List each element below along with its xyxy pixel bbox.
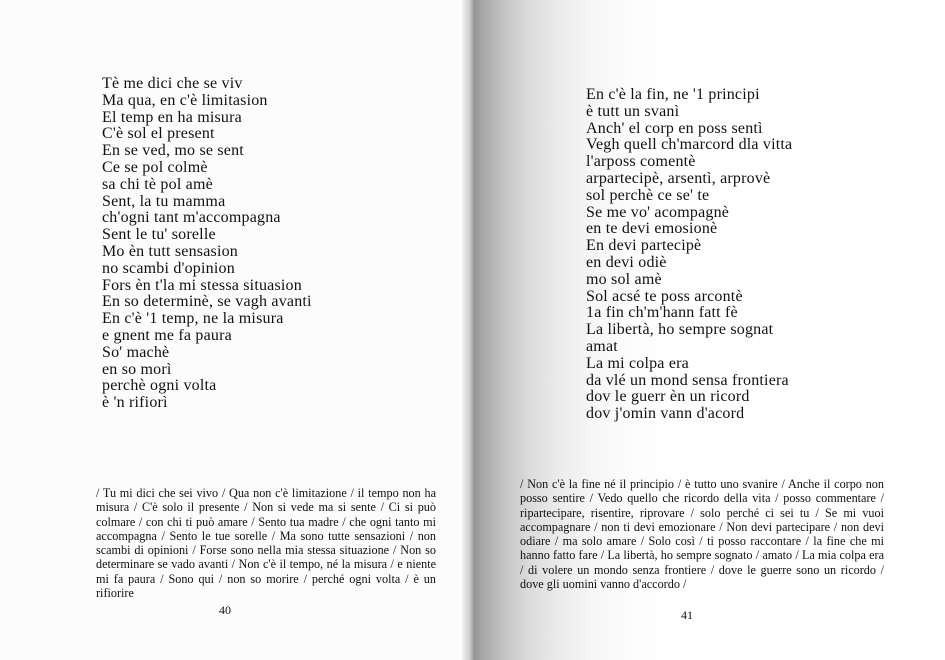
poem-line: dov le guerr èn un ricord bbox=[586, 388, 750, 406]
poem-line: Sent le tu' sorelle bbox=[102, 226, 216, 244]
page-number-left: 40 bbox=[219, 603, 231, 617]
poem-line: ch'ogni tant m'accompagna bbox=[102, 209, 281, 227]
poem-line: Anch' el corp en poss sentì bbox=[586, 119, 763, 137]
italian-translation-left: / Tu mi dici che sei vivo / Qua non c'è limitazione / il tempo non ha misura / C'è solo il presente / Non si vede ma si sente / Ci si può colmare / con chi ti può amare / Sento tua madre / che ogni tanto mi accompagna / Sento le tue sorelle / Ma sono tutte sensazioni / non scambi di opinioni / Forse sono nella mia stessa situazione / Non so determinare se vado avanti / Non c'è il tempo, né la misura / e niente mi fa paura / Sono qui / non so morire / perché ogni volta / è un rifiorire bbox=[96, 486, 436, 601]
italian-translation-right: / Non c'è la fine né il principio / è tutto uno svanire / Anche il corpo non posso sentire / Vedo quello che ricordo della vita / posso commentare / ripartecipare, risentire, riprovare / solo perché ci sei tu / Se mi vuoi accompagnare / non ti devi emozionare / Non devi partecipare / non devi odiare / ma solo amare / Solo così / ti posso raccontare / la fine che mi hanno fatto fare / La libertà, ho sempre sognato / amato / La mia colpa era / di volere un mondo senza frontiere / dove le guerre sono un ricordo / dove gli uomini vanno d'accordo / bbox=[520, 477, 884, 592]
dialect-poem-right bbox=[586, 87, 792, 423]
poem-line: Sent, la tu mamma bbox=[102, 192, 226, 210]
poem-line: La libertà, ho sempre sognat bbox=[586, 321, 774, 339]
poem-line: Sol acsé te poss arcontè bbox=[586, 287, 743, 305]
poem-line: arpartecipè, arsentì, arprovè bbox=[586, 169, 771, 187]
poem-line: no scambi d'opinion bbox=[102, 259, 235, 277]
page-number-right: 41 bbox=[681, 608, 693, 622]
poem-line: e gnent me fa paura bbox=[102, 326, 232, 344]
poem-line: en devi odiè bbox=[586, 253, 667, 271]
poem-line: en te devi emosionè bbox=[586, 220, 718, 238]
book-gutter bbox=[462, 0, 474, 660]
poem-line: En so determinè, se vagh avanti bbox=[102, 293, 312, 311]
poem-line: Mo èn tutt sensasion bbox=[102, 242, 238, 260]
poem-line: En devi partecipè bbox=[586, 237, 702, 255]
poem-line: Ce se pol colmè bbox=[102, 158, 208, 176]
left-page bbox=[0, 0, 470, 660]
poem-line: sa chi tè pol amè bbox=[102, 175, 213, 193]
poem-line: Tè me dici che se viv bbox=[102, 75, 243, 92]
poem-line: 1a fin ch'm'hann fatt fè bbox=[586, 304, 738, 322]
poem-line: Fors èn t'la mi stessa situasion bbox=[102, 276, 302, 294]
poem-line: sol perchè ce se' te bbox=[586, 186, 710, 204]
poem-line: So' machè bbox=[102, 343, 170, 361]
poem-line: En c'è '1 temp, ne la misura bbox=[102, 310, 284, 328]
poem-line: è 'n rifiorì bbox=[102, 394, 168, 412]
poem-line: en so morì bbox=[102, 360, 172, 378]
poem-line: C'è sol el present bbox=[102, 125, 215, 143]
dialect-poem-left bbox=[102, 76, 312, 412]
poem-line: La mi colpa era bbox=[586, 354, 689, 372]
poem-line: Se me vo' acompagnè bbox=[586, 203, 730, 221]
poem-line: amat bbox=[586, 337, 618, 355]
poem-line: da vlé un mond sensa frontiera bbox=[586, 371, 789, 389]
poem-line: dov j'omin vann d'acord bbox=[586, 405, 745, 423]
poem-line: mo sol amè bbox=[586, 270, 662, 288]
poem-line: è tutt un svanì bbox=[586, 102, 680, 120]
poem-line: Ma qua, en c'è limitasion bbox=[102, 91, 268, 109]
poem-line: l'arposs comentè bbox=[586, 153, 696, 171]
poem-line: En se ved, mo se sent bbox=[102, 142, 244, 160]
poem-line: Vegh quell ch'marcord dla vitta bbox=[586, 136, 793, 154]
poem-line: perchè ogni volta bbox=[102, 377, 217, 395]
poem-line: En c'è la fin, ne '1 principi bbox=[586, 86, 760, 103]
poem-line: El temp en ha misura bbox=[102, 108, 242, 126]
right-page bbox=[470, 0, 945, 660]
